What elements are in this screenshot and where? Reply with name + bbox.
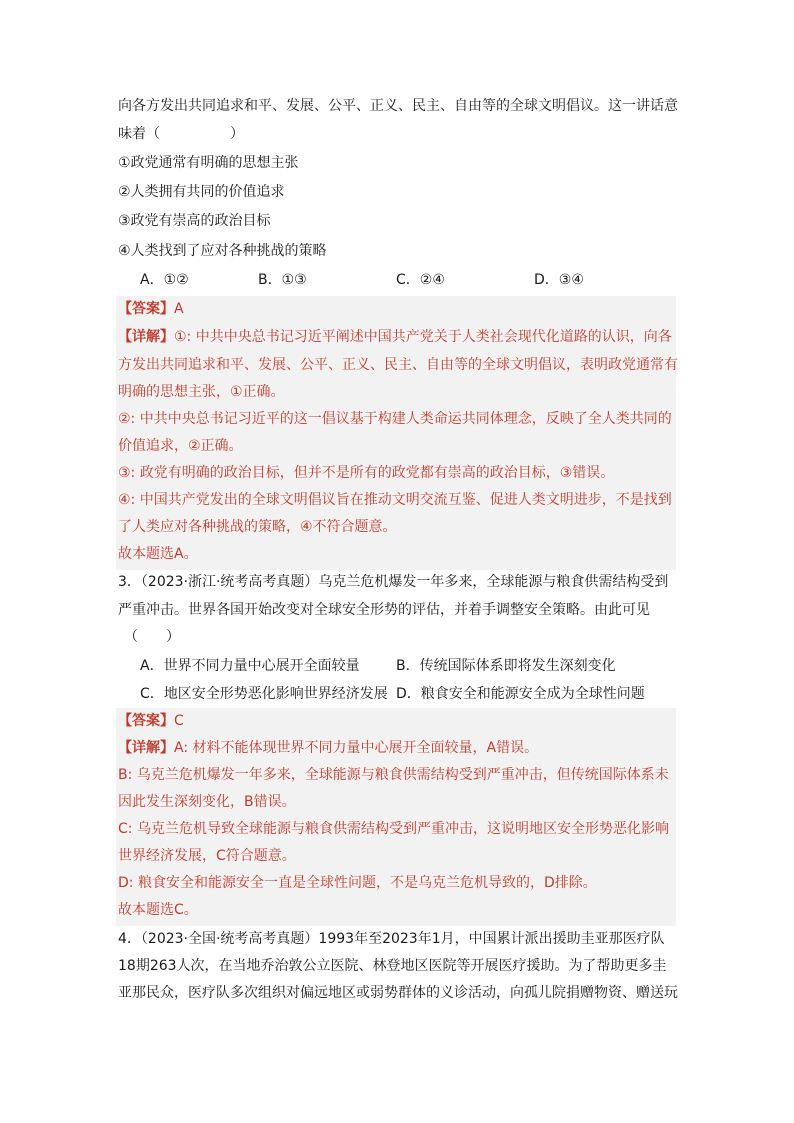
q2-stem-line-1: 向各方发出共同追求和平、发展、公平、正义、民主、自由等的全球文明倡议。这一讲话意	[118, 98, 678, 114]
q3-stem-line-1: 3．（2023·浙江·统考高考真题）乌克兰危机爆发一年多来，全球能源与粮食供需结构受到	[118, 574, 669, 590]
q2-option-a: A．①②	[140, 272, 189, 288]
q3-option-a: A．世界不同力量中心展开全面较量	[140, 658, 360, 674]
q2-option-c: C．②④	[396, 272, 445, 288]
q4-stem-line-1: 4．（2023·全国·统考高考真题）1993年至2023年1月，中国累计派出援助圭亚那医疗队	[118, 931, 665, 947]
q2-item-1: ①政党通常有明确的思想主张	[118, 155, 299, 171]
q2-detail-line-6: ③: 政党有明确的政治目标，但并不是所有的政党都有崇高的政治目标，③错误。	[118, 465, 615, 481]
q3-stem-line-2: 严重冲击。世界各国开始改变对全球安全形势的评估，并着手调整安全策略。由此可见	[118, 602, 650, 618]
q3-detail-line-4: C: 乌克兰危机导致全球能源与粮食供需结构受到严重冲击，这说明地区安全形势恶化影响	[118, 821, 669, 837]
q2-item-2: ②人类拥有共同的价值追求	[118, 184, 285, 200]
q3-detail-line-2: B: 乌克兰危机爆发一年多来，全球能源与粮食供需结构受到严重冲击，但传统国际体系未	[118, 767, 669, 783]
q2-detail-line-2: 方发出共同追求和平、发展、公平、正义、民主、自由等的全球文明倡议，表明政党通常有	[118, 357, 678, 373]
q3-answer-label: 【答案】	[118, 713, 174, 729]
q3-option-d: D．粮食安全和能源安全成为全球性问题	[396, 686, 645, 702]
q3-option-b: B．传统国际体系即将发生深刻变化	[396, 658, 616, 674]
q2-detail-label: 【详解】	[118, 329, 174, 345]
q2-answer-value: A	[174, 301, 184, 317]
q2-detail-line-1: 【详解】①: 中共中央总书记习近平阐述中国共产党关于人类社会现代化道路的认识，向各	[118, 329, 672, 345]
q2-stem-line-2: 味着（ ）	[118, 126, 244, 142]
q4-stem-line-3: 亚那民众，医疗队多次组织对偏远地区或弱势群体的义诊活动，向孤儿院捐赠物资、赠送玩	[118, 985, 678, 1001]
q3-detail-line-1: 【详解】A: 材料不能体现世界不同力量中心展开全面较量，A错误。	[118, 740, 539, 756]
q2-detail-line-5: 价值追求，②正确。	[118, 438, 243, 454]
q2-answer-label: 【答案】	[118, 301, 174, 317]
q3-answer	[118, 711, 184, 731]
q2-detail-line-4: ②: 中共中央总书记习近平的这一倡议基于构建人类命运共同体理念，反映了全人类共同的	[118, 411, 672, 427]
q2-detail-line-8: 了人类应对各种挑战的策略，④不符合题意。	[118, 519, 397, 535]
q2-detail-line-7: ④: 中国共产党发出的全球文明倡议旨在推动文明交流互鉴、促进人类文明进步，不是找到	[118, 492, 672, 508]
q3-detail-line-5: 世界经济发展，C符合题意。	[118, 848, 296, 864]
q3-answer-value: C	[174, 713, 184, 729]
q2-item-4: ④人类找到了应对各种挑战的策略	[118, 243, 327, 259]
q2-option-b: B．①③	[258, 272, 307, 288]
q3-detail-line-3: 因此发生深刻变化，B错误。	[118, 794, 296, 810]
q3-conclusion: 故本题选C。	[118, 902, 198, 918]
q2-conclusion: 故本题选A。	[118, 546, 198, 562]
q2-item-3: ③政党有崇高的政治目标	[118, 213, 271, 229]
q4-stem-line-2: 18期263人次，在当地乔治敦公立医院、林登地区医院等开展医疗援助。为了帮助更多圭	[118, 958, 667, 974]
q2-option-d: D．③④	[534, 272, 584, 288]
q2-answer	[118, 299, 184, 319]
q3-detail-label: 【详解】	[118, 740, 174, 756]
q3-option-c: C．地区安全形势恶化影响世界经济发展	[140, 686, 388, 702]
q3-detail-line-6: D: 粮食安全和能源安全一直是全球性问题，不是乌克兰危机导致的，D排除。	[118, 875, 597, 891]
q3-stem-line-3: （ ）	[124, 629, 180, 645]
q2-detail-line-3: 明确的思想主张，①正确。	[118, 384, 285, 400]
